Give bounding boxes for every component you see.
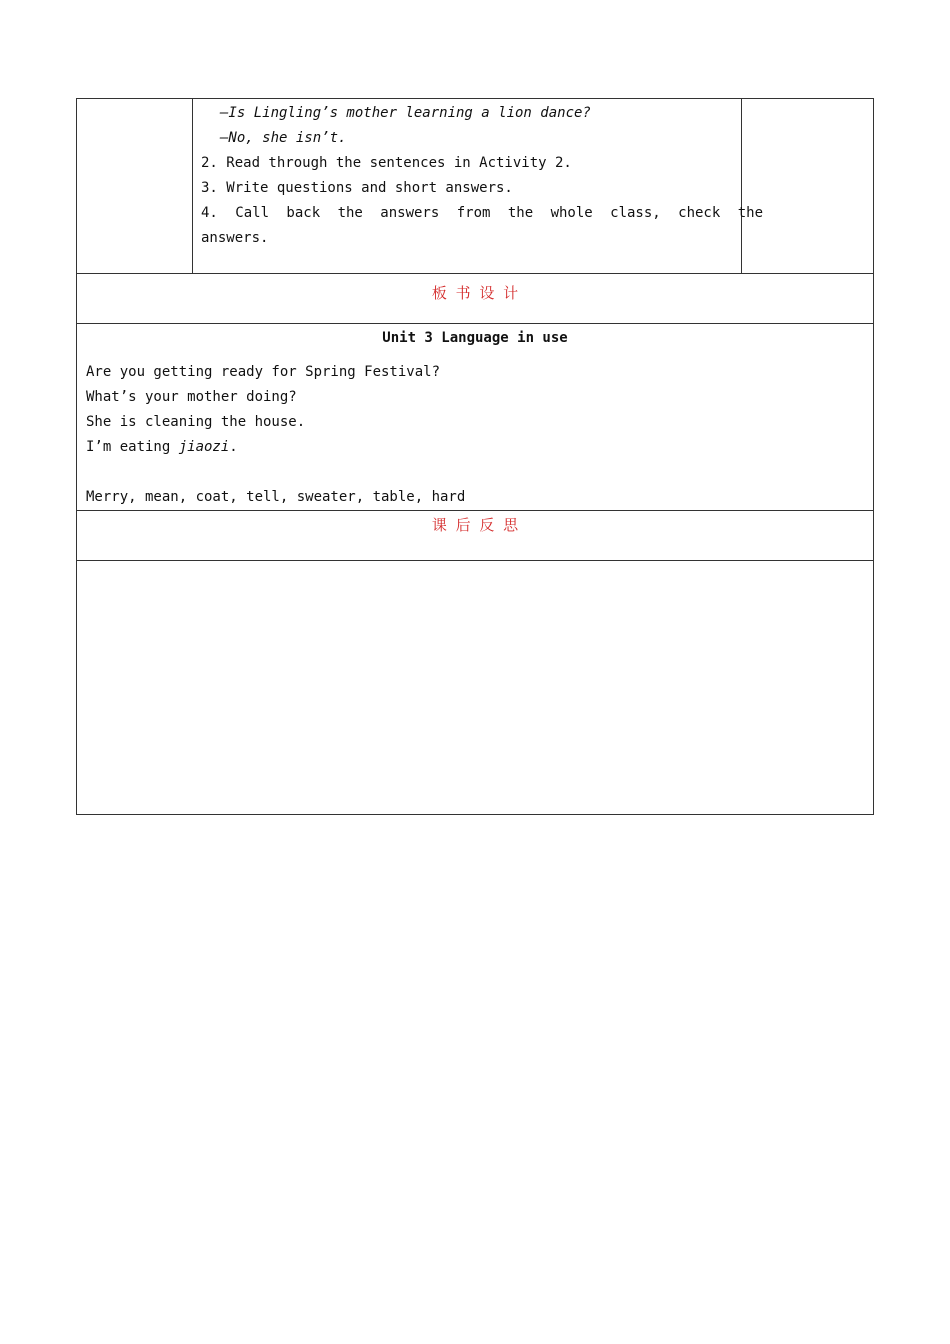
board-vocab: Merry, mean, coat, tell, sweater, table, hard [86, 489, 466, 505]
lesson-plan-table [76, 98, 874, 815]
dialog-question: —Is Lingling’s mother learning a lion dance? [220, 105, 591, 121]
step-3: 3. Write questions and short answers. [201, 180, 513, 196]
step-2: 2. Read through the sentences in Activity 2. [201, 155, 572, 171]
step-4-line-1: 4. Call back the answers from the whole class, check the [201, 205, 764, 221]
board-design-heading-row [77, 274, 874, 324]
reflection-heading: 课 后 反 思 [431, 516, 519, 534]
reflection-heading-cell [77, 511, 874, 561]
procedure-left-cell [77, 99, 193, 274]
procedure-row [77, 99, 874, 274]
procedure-content-cell [193, 99, 764, 274]
board-design-heading: 板 书 设 计 [431, 284, 519, 302]
board-line-1: Are you getting ready for Spring Festival? [86, 364, 441, 380]
reflection-body-cell [77, 561, 874, 815]
board-line-4-suffix: . [229, 439, 238, 455]
board-line-3: She is cleaning the house. [86, 414, 306, 430]
board-design-heading-cell [77, 274, 874, 324]
step-4-line-2: answers. [201, 230, 269, 246]
board-line-2: What’s your mother doing? [86, 389, 297, 405]
reflection-heading-row [77, 511, 874, 561]
board-blank-line [86, 460, 873, 485]
board-title: Unit 3 Language in use [382, 330, 568, 346]
board-design-cell [77, 324, 874, 511]
board-design-row [77, 324, 874, 511]
dialog-answer: —No, she isn’t. [220, 130, 347, 146]
procedure-right-cell [742, 99, 874, 274]
board-line-4-prefix: I’m eating [86, 439, 179, 455]
board-lines [77, 349, 873, 510]
reflection-body-row [77, 561, 874, 815]
board-line-4 [86, 435, 873, 460]
board-line-4-italic: jiaozi [178, 439, 230, 455]
